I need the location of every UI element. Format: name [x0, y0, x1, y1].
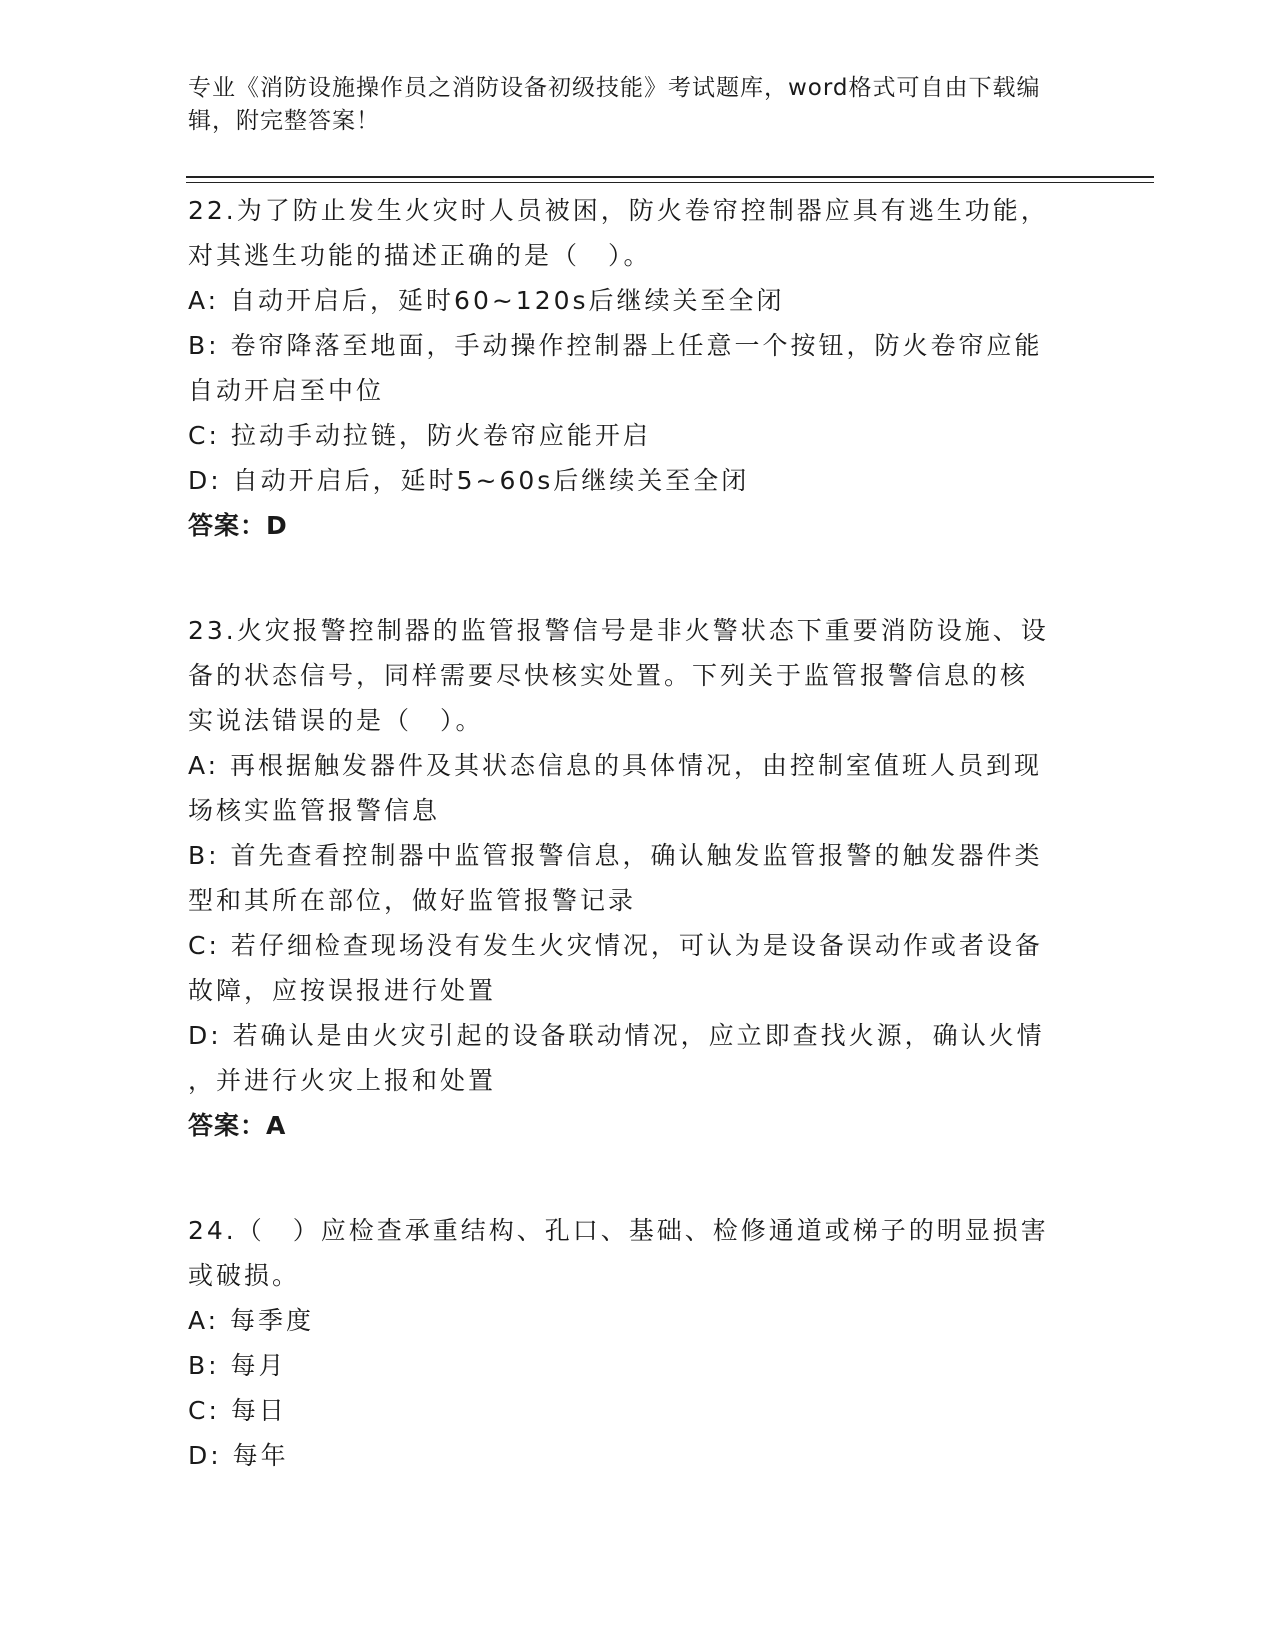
- question-stem-line: 22.为了防止发生火灾时人员被困，防火卷帘控制器应具有逃生功能，: [188, 196, 1049, 225]
- question-spacer: [188, 1148, 1088, 1208]
- question-list: [188, 188, 1088, 1478]
- question-stem-line: 实说法错误的是（ ）。: [188, 706, 484, 735]
- option-b-continued: 型和其所在部位，做好监管报警记录: [188, 886, 637, 915]
- question-23: [188, 608, 1088, 1148]
- header-line-1: 专业《消防设施操作员之消防设备初级技能》考试题库，word格式可自由下载编: [188, 75, 1041, 101]
- option-c-continued: 故障，应按误报进行处置: [188, 976, 497, 1005]
- header-divider-thin: [186, 182, 1154, 183]
- document-header: [188, 72, 1068, 138]
- question-stem-line: 或破损。: [188, 1261, 301, 1290]
- question-stem-line: 23.火灾报警控制器的监管报警信号是非火警状态下重要消防设施、设: [188, 616, 1049, 645]
- option-d: D: 自动开启后，延时5~60s后继续关至全闭: [188, 466, 750, 495]
- question-22: [188, 188, 1088, 548]
- question-stem-line: 对其逃生功能的描述正确的是（ ）。: [188, 241, 652, 270]
- question-spacer: [188, 548, 1088, 608]
- option-c: C: 若仔细检查现场没有发生火灾情况，可认为是设备误动作或者设备: [188, 931, 1043, 960]
- option-c: C: 拉动手动拉链，防火卷帘应能开启: [188, 421, 651, 450]
- option-a-continued: 场核实监管报警信息: [188, 796, 441, 825]
- option-a: A: 再根据触发器件及其状态信息的具体情况，由控制室值班人员到现: [188, 751, 1043, 780]
- question-24: [188, 1208, 1088, 1478]
- option-a: A: 每季度: [188, 1306, 315, 1335]
- option-b: B: 每月: [188, 1351, 287, 1380]
- option-d-continued: ，并进行火灾上报和处置: [188, 1066, 497, 1095]
- option-d: D: 若确认是由火灾引起的设备联动情况，应立即查找火源，确认火情: [188, 1021, 1045, 1050]
- answer-label: 答案：D: [188, 511, 288, 540]
- header-divider-thick: [186, 176, 1154, 178]
- question-stem-line: 备的状态信号，同样需要尽快核实处置。下列关于监管报警信息的核: [188, 661, 1029, 690]
- option-d: D: 每年: [188, 1441, 289, 1470]
- question-stem-line: 24.（ ）应检查承重结构、孔口、基础、检修通道或梯子的明显损害: [188, 1216, 1049, 1245]
- option-b: B: 首先查看控制器中监管报警信息，确认触发监管报警的触发器件类: [188, 841, 1043, 870]
- option-c: C: 每日: [188, 1396, 287, 1425]
- option-b-continued: 自动开启至中位: [188, 376, 385, 405]
- answer-label: 答案：A: [188, 1111, 287, 1140]
- option-b: B: 卷帘降落至地面，手动操作控制器上任意一个按钮，防火卷帘应能: [188, 331, 1043, 360]
- header-line-2: 辑，附完整答案！: [188, 108, 380, 134]
- option-a: A: 自动开启后，延时60~120s后继续关至全闭: [188, 286, 785, 315]
